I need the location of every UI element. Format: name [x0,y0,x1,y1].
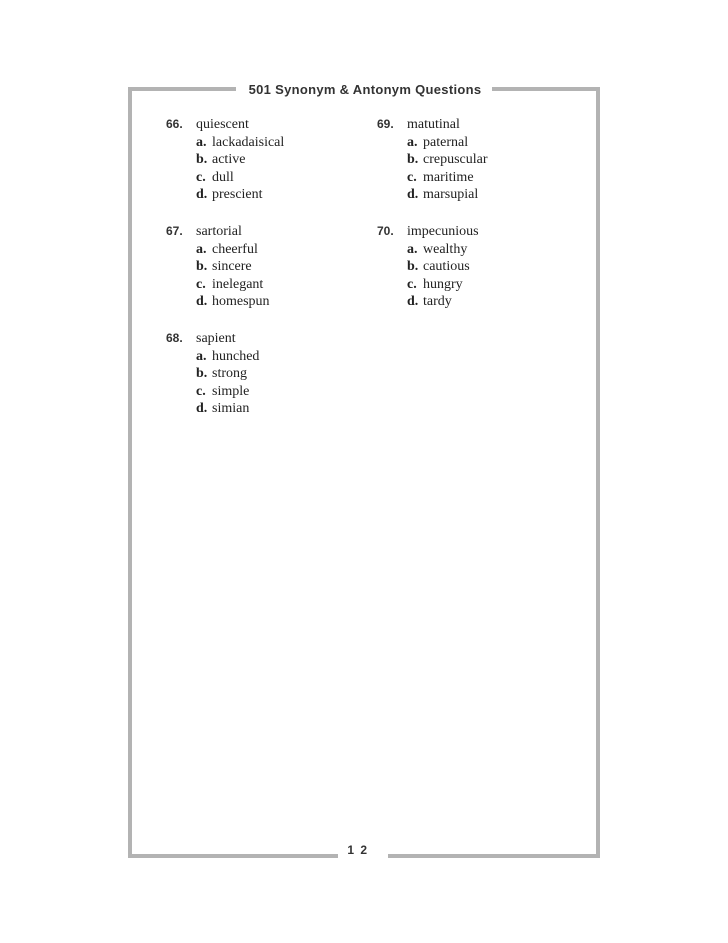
option-text: hungry [423,276,463,292]
option-letter: c. [196,276,206,292]
option-text: tardy [423,294,452,309]
frame-left [128,87,132,858]
question-number: 70. [377,224,394,238]
question-number: 67. [166,224,183,238]
option-c [166,383,259,401]
option-text: crepuscular [423,152,488,167]
option-c [166,169,284,187]
option-text: maritime [423,169,474,185]
question-70 [377,223,479,311]
option-letter: a. [196,348,207,364]
option-text: simple [212,383,250,399]
option-letter: d. [196,187,208,202]
option-a [166,348,259,366]
question-68 [166,330,259,418]
option-a [377,134,488,152]
question-word: sartorial [196,224,242,239]
question-66 [166,116,284,204]
option-letter: b. [407,152,419,167]
question-number: 68. [166,331,183,345]
option-text: wealthy [423,241,468,257]
option-text: dull [212,169,234,185]
option-letter: c. [407,169,417,185]
frame-bottom-right [388,854,600,858]
option-text: paternal [423,134,469,150]
option-text: simian [212,401,250,416]
question-word: matutinal [407,117,460,132]
page-number: 1 2 [347,843,369,857]
option-letter: a. [196,241,207,257]
frame-top-left [128,87,236,91]
page-title: 501 Synonym & Antonym Questions [248,82,482,97]
option-a [166,241,270,259]
option-letter: a. [407,241,418,257]
option-b [377,151,488,169]
option-letter: d. [407,187,419,202]
option-c [166,276,270,294]
option-text: cheerful [212,241,258,257]
option-a [166,134,284,152]
option-d [166,400,259,418]
question-67 [166,223,270,311]
option-b [377,258,479,276]
frame-bottom-left [128,854,338,858]
option-letter: c. [196,169,206,185]
option-text: inelegant [212,276,264,292]
option-c [377,169,488,187]
option-d [166,186,284,204]
option-text: prescient [212,187,263,202]
option-letter: b. [407,259,419,274]
option-b [166,258,270,276]
option-text: hunched [212,348,260,364]
option-letter: d. [407,294,419,309]
option-text: active [212,152,246,167]
option-text: cautious [423,259,470,274]
option-d [377,293,479,311]
option-letter: c. [196,383,206,399]
option-c [377,276,479,294]
option-d [377,186,488,204]
question-number: 69. [377,117,394,131]
frame-right [596,87,600,858]
option-letter: d. [196,294,208,309]
question-word: impecunious [407,224,479,239]
option-letter: b. [196,259,208,274]
option-letter: b. [196,152,208,167]
option-a [377,241,479,259]
option-letter: d. [196,401,208,416]
option-text: marsupial [423,187,479,202]
question-number: 66. [166,117,183,131]
frame-top-right [492,87,600,91]
option-b [166,151,284,169]
option-text: lackadaisical [212,134,285,150]
question-69 [377,116,488,204]
option-text: sincere [212,259,252,274]
option-letter: b. [196,366,208,381]
option-b [166,365,259,383]
option-d [166,293,270,311]
question-word: sapient [196,331,236,346]
option-text: strong [212,366,247,381]
option-letter: a. [196,134,207,150]
option-letter: c. [407,276,417,292]
question-word: quiescent [196,117,249,132]
option-letter: a. [407,134,418,150]
option-text: homespun [212,294,270,309]
